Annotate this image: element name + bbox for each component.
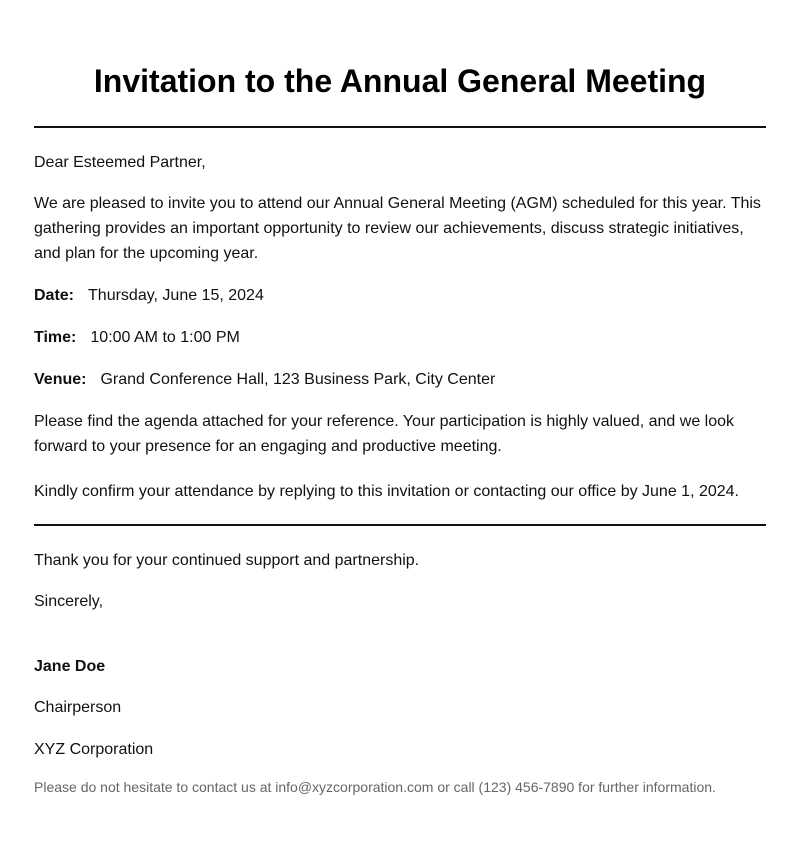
venue-row [34, 367, 766, 392]
rsvp-paragraph: Kindly confirm your attendance by replying to this invitation or contacting our office by June 1, 2024. [34, 483, 739, 500]
greeting: Dear Esteemed Partner, [34, 154, 206, 171]
time-label: Time: [34, 329, 77, 346]
venue-value: Grand Conference Hall, 123 Business Park, City Center [100, 371, 496, 388]
intro-paragraph: We are pleased to invite you to attend our Annual General Meeting (AGM) scheduled for this year. This gathering provides an important opportunity to review our achievements, discuss strategic initiatives, and plan for the upcoming year. [34, 195, 761, 262]
time-value: 10:00 AM to 1:00 PM [90, 329, 240, 346]
venue-label: Venue: [34, 371, 87, 388]
date-row [34, 283, 766, 308]
date-label: Date: [34, 287, 75, 304]
signer-organization: XYZ Corporation [34, 741, 154, 758]
signer-name: Jane Doe [34, 658, 106, 675]
date-value: Thursday, June 15, 2024 [88, 287, 264, 304]
bottom-divider [34, 524, 766, 526]
thanks-line: Thank you for your continued support and partnership. [34, 552, 420, 569]
top-divider [34, 126, 766, 128]
page-title: Invitation to the Annual General Meeting [93, 63, 707, 99]
time-row [34, 325, 766, 350]
signer-title: Chairperson [34, 699, 122, 716]
contact-footer: Please do not hesitate to contact us at info@xyzcorporation.com or call (123) 456-7890 for further information. [34, 779, 716, 795]
closing-line: Sincerely, [34, 593, 104, 610]
agenda-paragraph: Please find the agenda attached for your reference. Your participation is highly valued, and we look forward to your presence for an engaging and productive meeting. [34, 413, 735, 455]
